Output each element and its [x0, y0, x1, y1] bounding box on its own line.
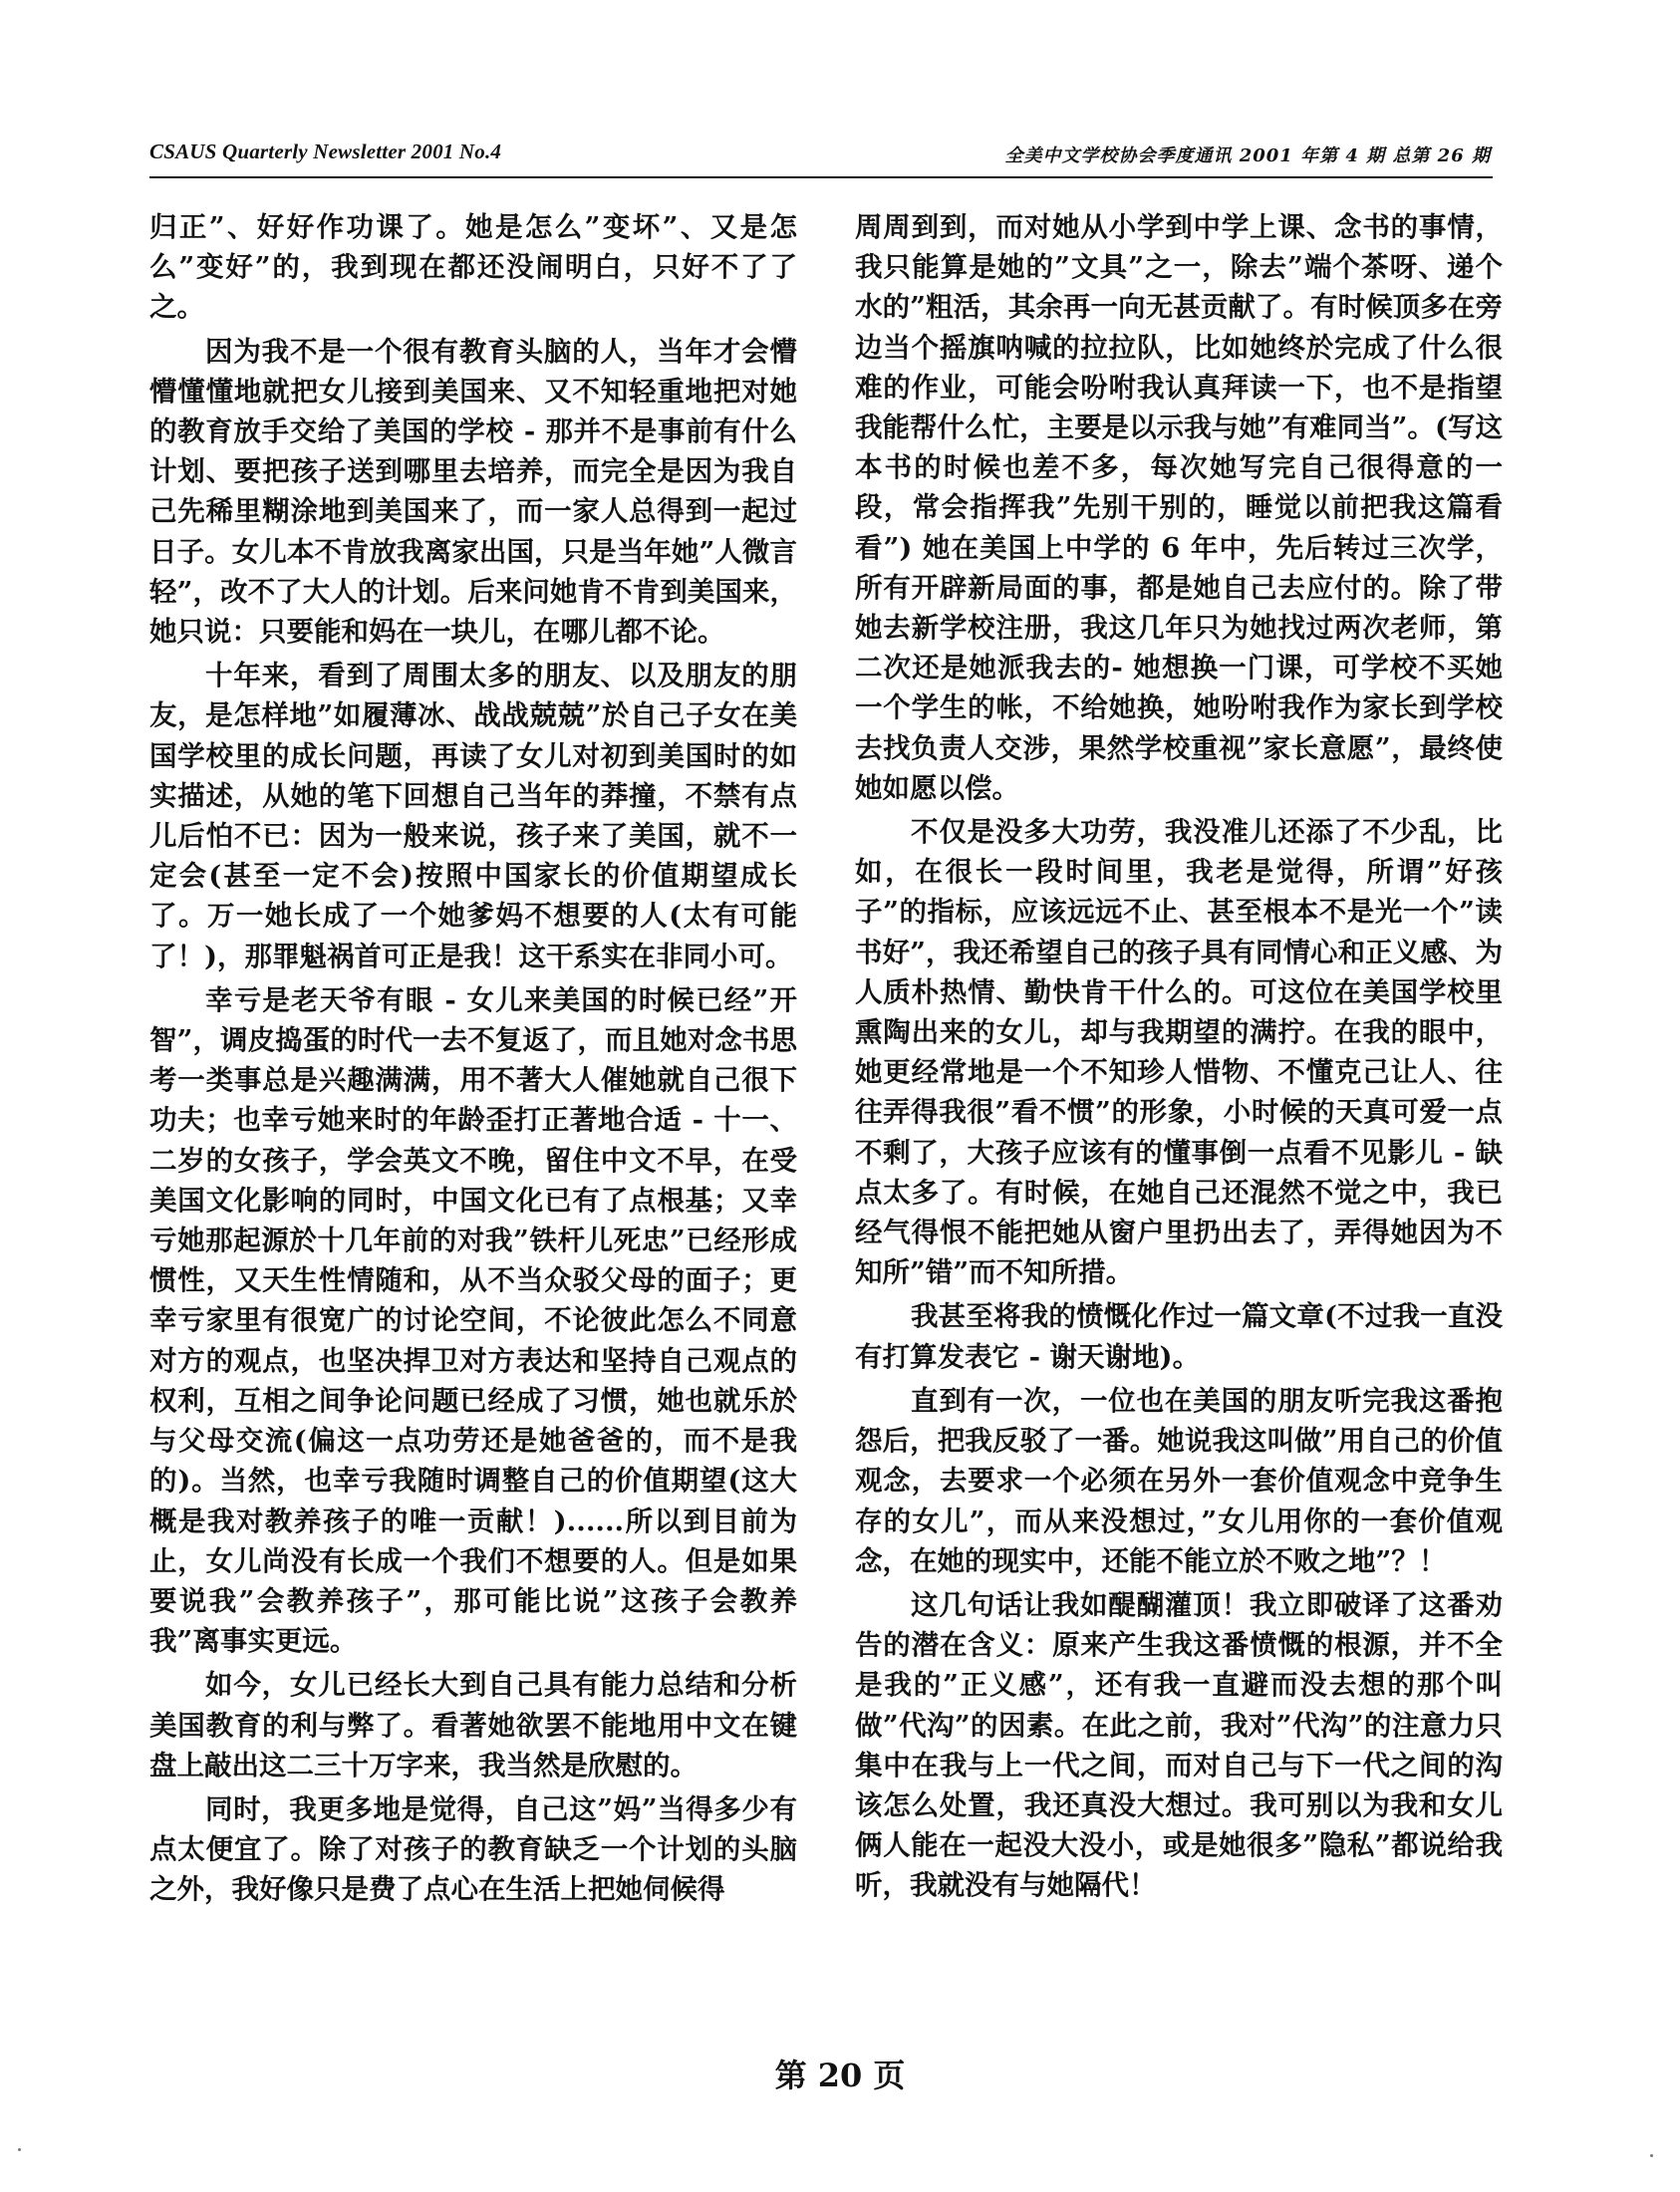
paragraph: 因为我不是一个很有教育头脑的人，当年才会懵懵懂懂地就把女儿接到美国来、又不知轻重地把对她的教育放手交给了美国的学校 - 那并不是事前有什么计划、要把孩子送到哪里去培养，而完全是因为我自己先稀里糊涂地到美国来了，而一家人总得到一起过日子。女儿本不肯放我离家出国，只是当年她”人微言轻”，改不了大人的计划。后来问她肯不肯到美国来，她只说：只要能和妈在一块儿，在哪儿都不论。	[149, 335, 797, 649]
paragraph: 幸亏是老天爷有眼 - 女儿来美国的时候已经”开智”，调皮捣蛋的时代一去不复返了，而且她对念书思考一类事总是兴趣满满，用不著大人催她就自己很下功夫；也幸亏她来时的年龄歪打正著地合适 - 十一、二岁的女孩子，学会英文不晚，留住中文不早，在受美国文化影响的同时，中国文化已有了点根基；又幸亏她那起源於十几年前的对我”铁杆儿死忠”已经形成惯性，又天生性情随和，从不当众驳父母的面子；更幸亏家里有很宽广的讨论空间，不论彼此怎么不同意对方的观点，也坚决捍卫对方表达和坚持自己观点的权利，互相之间争论问题已经成了习惯，她也就乐於与父母交流(偏这一点功劳还是她爸爸的，而不是我的)。当然，也幸亏我随时调整自己的价值期望(这大概是我对教养孩子的唯一贡献！)......所以到目前为止，女儿尚没有长成一个我们不想要的人。但是如果要说我”会教养孩子”，那可能比说”这孩子会教养我”离事实更远。	[149, 983, 797, 1658]
header-newsletter-title: CSAUS Quarterly Newsletter 2001 No.4	[149, 139, 502, 163]
header-divider	[149, 176, 1493, 178]
paragraph: 不仅是没多大功劳，我没准儿还添了不少乱，比如，在很长一段时间里，我老是觉得，所谓”好孩子”的指标，应该远远不止、甚至根本不是光一个”读书好”，我还希望自己的孩子具有同情心和正义感、为人质朴热情、勤快肯干什么的。可这位在美国学校里熏陶出来的女儿，却与我期望的满拧。在我的眼中，她更经常地是一个不知珍人惜物、不懂克己让人、往往弄得我很”看不惯”的形象，小时候的天真可爱一点不剩了，大孩子应该有的懂事倒一点看不见影儿 - 缺点太多了。有时候，在她自己还混然不觉之中，我已经气得恨不能把她从窗户里扔出去了，弄得她因为不知所”错”而不知所措。	[855, 816, 1503, 1289]
paragraph: 这几句话让我如醍醐灌顶！我立即破译了这番劝告的潜在含义：原来产生我这番愤慨的根源，并不全是我的”正义感”，还有我一直避而没去想的那个叫做”代沟”的因素。在此之前，我对”代沟”的注意力只集中在我与上一代之间，而对自己与下一代之间的沟该怎么处置，我还真没大想过。我可别以为我和女儿俩人能在一起没大没小，或是她很多”隐私”都说给我听，我就没有与她隔代！	[855, 1588, 1503, 1902]
paragraph: 归正”、好好作功课了。她是怎么”变坏”、又是怎么”变好”的，我到现在都还没闹明白，只好不了了之。	[149, 211, 797, 324]
paragraph: 直到有一次，一位也在美国的朋友听完我这番抱怨后，把我反驳了一番。她说我这叫做”用自己的价值观念，去要求一个必须在另外一套价值观念中竞争生存的女儿”，而从来没想过，”女儿用你的一套价值观念，在她的现实中，还能不能立於不败之地”？！	[855, 1384, 1503, 1577]
scan-artifact	[1650, 2154, 1653, 2157]
paragraph: 同时，我更多地是觉得，自己这”妈”当得多少有点太便宜了。除了对孩子的教育缺乏一个计划的头脑之外，我好像只是费了点心在生活上把她伺候得	[149, 1792, 797, 1906]
scan-artifact	[18, 2148, 21, 2151]
paragraph: 如今，女儿已经长大到自己具有能力总结和分析美国教育的利与弊了。看著她欲罢不能地用中文在键盘上敲出这二三十万字来，我当然是欣慰的。	[149, 1669, 797, 1781]
running-header	[149, 139, 1491, 175]
page-number: 第 20 页	[774, 2056, 906, 2094]
right-text-column	[855, 207, 1503, 1910]
paragraph: 我甚至将我的愤慨化作过一篇文章(不过我一直没有打算发表它 - 谢天谢地)。	[855, 1300, 1503, 1373]
left-text-column	[149, 207, 797, 1914]
header-issue-info: 全美中文学校协会季度通讯 2001 年第 4 期 总第 26 期	[1004, 145, 1491, 166]
paragraph: 十年来，看到了周围太多的朋友、以及朋友的朋友，是怎样地”如履薄冰、战战兢兢”於自己子女在美国学校里的成长问题，再读了女儿对初到美国时的如实描述，从她的笔下回想自己当年的莽撞，不禁有点儿后怕不已：因为一般来说，孩子来了美国，就不一定会(甚至一定不会)按照中国家长的价值期望成长了。万一她长成了一个她爹妈不想要的人(太有可能了！)，那罪魁祸首可正是我！这干系实在非同小可。	[149, 660, 797, 972]
paragraph: 周周到到，而对她从小学到中学上课、念书的事情，我只能算是她的”文具”之一，除去”端个茶呀、递个水的”粗活，其余再一向无甚贡献了。有时候顶多在旁边当个摇旗呐喊的拉拉队，比如她终於完成了什么很难的作业，可能会吩咐我认真拜读一下，也不是指望我能帮什么忙，主要是以示我与她”有难同当”。(写这本书的时候也差不多，每次她写完自己很得意的一段，常会指挥我”先别干别的，睡觉以前把我这篇看看”) 她在美国上中学的 6 年中，先后转过三次学，所有开辟新局面的事，都是她自己去应付的。除了带她去新学校注册，我这几年只为她找过两次老师，第二次还是她派我去的- 她想换一门课，可学校不买她一个学生的帐，不给她换，她吩咐我作为家长到学校去找负责人交涉，果然学校重视”家长意愿”，最终使她如愿以偿。	[855, 211, 1503, 804]
